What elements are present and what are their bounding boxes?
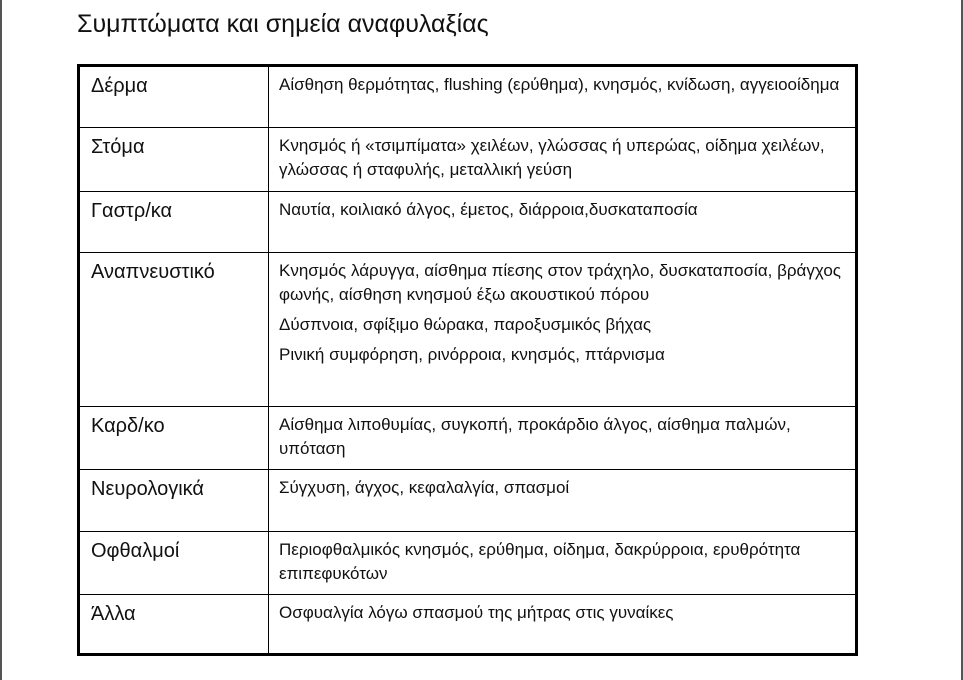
description-text: Σύγχυση, άγχος, κεφαλαλγία, σπασμοί: [279, 478, 570, 497]
table-row: [79, 532, 857, 595]
table-row: [79, 253, 857, 407]
table-row: [79, 470, 857, 532]
description-cell: [269, 532, 857, 595]
category-cell: Στόμα: [79, 128, 269, 192]
description-cell: [269, 470, 857, 532]
category-cell: Νευρολογικά: [79, 470, 269, 532]
symptoms-table: [77, 64, 858, 656]
category-cell: Δέρμα: [79, 66, 269, 128]
description-cell: [269, 128, 857, 192]
description-text: Κνησμός λάρυγγα, αίσθημα πίεσης στον τράχηλο, δυσκαταποσία, βράγχος φωνής, αίσθηση κνησμού έξω ακουστικού πόρου: [279, 261, 841, 304]
description-cell: [269, 595, 857, 655]
description-text: Περιοφθαλμικός κνησμός, ερύθημα, οίδημα, δακρύρροια, ερυθρότητα επιπεφυκότων: [279, 540, 801, 583]
table-row: [79, 192, 857, 253]
description-text: Ρινική συμφόρηση, ρινόρροια, κνησμός, πτάρνισμα: [279, 345, 665, 364]
page-title: Συμπτώματα και σημεία αναφυλαξίας: [77, 10, 489, 38]
category-cell: Γαστρ/κα: [79, 192, 269, 253]
table-row: [79, 407, 857, 470]
page-edge-left: [0, 0, 2, 680]
description-cell: [269, 192, 857, 253]
table-row: [79, 128, 857, 192]
description-cell: [269, 253, 857, 407]
table-row: [79, 66, 857, 128]
description-text: Αίσθηση θερμότητας, flushing (ερύθημα), κνησμός, κνίδωση, αγγειοοίδημα: [279, 75, 840, 94]
category-cell: Οφθαλμοί: [79, 532, 269, 595]
description-text: Αίσθημα λιποθυμίας, συγκοπή, προκάρδιο άλγος, αίσθημα παλμών, υπόταση: [279, 415, 791, 458]
table-row: [79, 595, 857, 655]
description-cell: [269, 407, 857, 470]
category-cell: Άλλα: [79, 595, 269, 655]
category-cell: Καρδ/κο: [79, 407, 269, 470]
description-text: Ναυτία, κοιλιακό άλγος, έμετος, διάρροια,δυσκαταποσία: [279, 200, 698, 219]
category-cell: Αναπνευστικό: [79, 253, 269, 407]
description-text: Οσφυαλγία λόγω σπασμού της μήτρας στις γυναίκες: [279, 603, 674, 622]
description-text: Δύσπνοια, σφίξιμο θώρακα, παροξυσμικός βήχας: [279, 315, 652, 334]
description-cell: [269, 66, 857, 128]
description-text: Κνησμός ή «τσιμπίματα» χειλέων, γλώσσας ή υπερώας, οίδημα χειλέων, γλώσσας ή σταφυλής, μεταλλική γεύση: [279, 136, 825, 179]
